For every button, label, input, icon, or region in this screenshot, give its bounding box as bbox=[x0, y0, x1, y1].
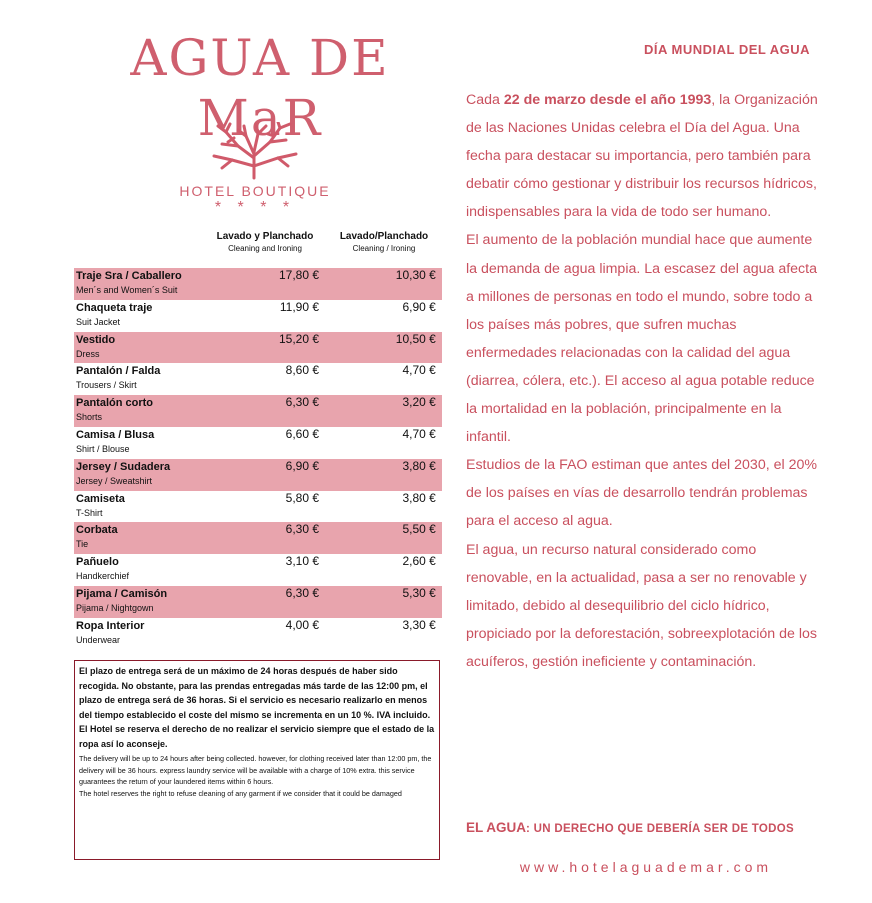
price-cell bbox=[326, 522, 442, 554]
price-cell bbox=[223, 618, 326, 650]
price-row bbox=[74, 363, 442, 395]
column-header-es: Lavado/Planchado bbox=[339, 231, 429, 242]
price-cell bbox=[326, 300, 442, 332]
item-name-es: Ropa Interior bbox=[76, 619, 145, 632]
price-cell bbox=[326, 618, 442, 650]
price-row bbox=[74, 586, 442, 618]
article-title: DÍA MUNDIAL DEL AGUA bbox=[644, 42, 810, 57]
price-cell bbox=[223, 427, 326, 459]
price-cleaning-or-ironing: 4,70 € bbox=[402, 363, 436, 378]
item-name-en: Tie bbox=[76, 539, 89, 550]
price-cell bbox=[223, 268, 326, 300]
price-cell bbox=[326, 268, 442, 300]
price-cleaning-ironing: 6,90 € bbox=[285, 458, 320, 473]
notice-en-delivery: The delivery will be up to 24 hours after being collected. however, for clothing received later than 12:00 pm, the delivery will be 36 hours. express laundry service will be available with a charge of 10% extra. this service guarantees the return of your laundered items within 6 hours. bbox=[79, 754, 432, 787]
item-name-en: Underwear bbox=[76, 634, 121, 645]
item-name-en: Jersey / Sweatshirt bbox=[76, 475, 153, 486]
item-cell bbox=[74, 395, 223, 427]
price-cell bbox=[326, 332, 442, 364]
price-cleaning-or-ironing: 3,30 € bbox=[402, 617, 436, 632]
price-cleaning-or-ironing: 10,30 € bbox=[395, 268, 436, 282]
item-name-en: T-Shirt bbox=[76, 507, 103, 518]
price-cell bbox=[223, 491, 326, 523]
price-cell bbox=[326, 427, 442, 459]
price-cleaning-ironing: 8,60 € bbox=[285, 363, 320, 378]
slogan-rest: : UN DERECHO QUE DEBERÍA SER DE TODOS bbox=[526, 823, 794, 835]
price-row bbox=[74, 491, 442, 523]
article-body bbox=[466, 86, 826, 676]
price-cleaning-ironing: 3,10 € bbox=[285, 554, 320, 569]
price-cleaning-or-ironing: 3,80 € bbox=[402, 490, 436, 505]
price-row bbox=[74, 300, 442, 332]
item-cell bbox=[74, 554, 223, 586]
item-cell bbox=[74, 618, 223, 650]
price-row bbox=[74, 268, 442, 300]
price-row bbox=[74, 395, 442, 427]
item-name-es: Pañuelo bbox=[76, 556, 119, 569]
price-cell bbox=[223, 459, 326, 491]
item-name-es: Pantalón / Falda bbox=[76, 365, 161, 378]
intro-text-rest: , la Organización de las Naciones Unidas celebra el Día del Agua. Una fecha para destacar su importancia, pero también para debatir cómo gestionar y distribuir los recursos hídricos, indispensables para la vida de todo ser humano. bbox=[466, 92, 818, 221]
notice-es-rights: El Hotel se reserva el derecho de no realizar el servicio siempre que el estado de la ropa así lo aconseje. bbox=[79, 724, 435, 749]
item-name-es: Chaqueta traje bbox=[76, 301, 153, 314]
article-paragraph-intro bbox=[466, 86, 826, 226]
item-cell bbox=[74, 363, 223, 395]
item-name-en: Dress bbox=[76, 348, 100, 359]
brand-title: AGUA DE MaR bbox=[130, 29, 390, 147]
item-cell bbox=[74, 522, 223, 554]
price-cleaning-or-ironing: 2,60 € bbox=[402, 554, 436, 569]
item-cell bbox=[74, 268, 223, 300]
price-row bbox=[74, 427, 442, 459]
item-name-en: Men´s and Women´s Suit bbox=[76, 285, 178, 295]
column-header-en: Cleaning and Ironing bbox=[228, 244, 302, 253]
slogan-bold: EL AGUA bbox=[466, 820, 527, 835]
item-cell bbox=[74, 427, 223, 459]
price-cleaning-ironing: 6,60 € bbox=[285, 426, 320, 441]
item-cell bbox=[74, 586, 223, 618]
notice-box bbox=[74, 660, 440, 860]
website-link[interactable]: www.hotelaguademar.com bbox=[519, 859, 773, 875]
item-name-en: Suit Jacket bbox=[76, 316, 121, 327]
price-cell bbox=[326, 363, 442, 395]
price-table bbox=[74, 268, 442, 650]
item-name-en: Shirt / Blouse bbox=[76, 443, 130, 454]
price-cell bbox=[223, 586, 326, 618]
price-row bbox=[74, 332, 442, 364]
price-cell bbox=[326, 459, 442, 491]
article-paragraph: El agua, un recurso natural considerado como renovable, en la actualidad, pasa a ser no renovable y limitado, debido al desequilibrio del ciclo hídrico, propiciado por la deforestación, sobreexplotación de los acuíferos, gestión ineficiente y contaminación. bbox=[466, 541, 817, 670]
price-cleaning-ironing: 5,80 € bbox=[285, 490, 320, 505]
hotel-subtitle: HOTEL BOUTIQUE bbox=[179, 183, 331, 199]
price-cell bbox=[326, 395, 442, 427]
item-cell bbox=[74, 491, 223, 523]
slogan bbox=[466, 820, 826, 835]
item-cell bbox=[74, 332, 223, 364]
coral-icon bbox=[208, 122, 300, 180]
item-name-en: Shorts bbox=[76, 412, 103, 423]
intro-date: 22 de marzo desde el año 1993 bbox=[503, 92, 712, 108]
price-cleaning-or-ironing: 5,30 € bbox=[402, 585, 436, 600]
item-name-es: Pantalón corto bbox=[76, 397, 154, 410]
price-cell bbox=[223, 332, 326, 364]
column-header-en: Cleaning / Ironing bbox=[352, 244, 416, 253]
price-row bbox=[74, 618, 442, 650]
price-cell bbox=[223, 395, 326, 427]
price-cell bbox=[326, 554, 442, 586]
price-cleaning-or-ironing: 3,80 € bbox=[402, 458, 436, 473]
price-cell bbox=[223, 522, 326, 554]
item-name-es: Camiseta bbox=[76, 492, 125, 505]
item-name-es: Jersey / Sudadera bbox=[76, 460, 171, 473]
item-name-es: Vestido bbox=[76, 333, 116, 346]
price-row bbox=[74, 459, 442, 491]
price-cleaning-or-ironing: 10,50 € bbox=[395, 331, 436, 346]
intro-text: Cada bbox=[466, 92, 504, 108]
price-cell bbox=[326, 586, 442, 618]
price-row bbox=[74, 554, 442, 586]
item-name-en: Pijama / Nightgown bbox=[76, 602, 154, 613]
rating-stars: * * * * bbox=[214, 199, 296, 216]
column-header-cleaning-or-ironing bbox=[326, 230, 442, 254]
item-name-en: Handkerchief bbox=[76, 571, 130, 582]
price-cleaning-ironing: 4,00 € bbox=[285, 617, 320, 632]
article-paragraph: El aumento de la población mundial hace que aumente la demanda de agua limpia. La escasez del agua afecta a millones de personas en todo el mundo, sobre todo a los países más pobres, que sufren muchas enfermedades relacionadas con la calidad del agua (diarrea, cólera, etc.). El acceso al agua potable reduce la mortalidad en la población, principalmente en la infantil. bbox=[466, 232, 817, 446]
price-cell bbox=[223, 554, 326, 586]
price-cleaning-or-ironing: 5,50 € bbox=[402, 522, 436, 537]
item-name-en: Trousers / Skirt bbox=[76, 380, 137, 391]
item-cell bbox=[74, 459, 223, 491]
column-header-cleaning-ironing bbox=[205, 230, 325, 254]
article-paragraph: Estudios de la FAO estiman que antes del 2030, el 20% de los países en vías de desarrollo tendrán problemas para el acceso al agua. bbox=[466, 457, 817, 530]
price-cleaning-or-ironing: 4,70 € bbox=[402, 426, 436, 441]
item-name-es: Camisa / Blusa bbox=[76, 428, 155, 441]
item-name-es: Pijama / Camisón bbox=[76, 587, 168, 600]
item-name-es: Traje Sra / Caballero bbox=[76, 270, 182, 282]
column-header-es: Lavado y Planchado bbox=[216, 231, 314, 242]
price-cleaning-ironing: 17,80 € bbox=[279, 268, 320, 282]
price-cell bbox=[223, 300, 326, 332]
price-cleaning-ironing: 11,90 € bbox=[279, 299, 320, 314]
price-cleaning-ironing: 6,30 € bbox=[285, 585, 320, 600]
price-cleaning-ironing: 6,30 € bbox=[285, 522, 320, 537]
notice-es-delivery: El plazo de entrega será de un máximo de 24 horas después de haber sido recogida. No obstante, para las prendas entregadas más tarde de las 12:00 pm, el plazo de entrega será de 36 horas. Si el servicio es necesario realizarlo en menos del tiempo establecido el coste del mismo se incrementa en un 10 %. IVA incluido. bbox=[79, 666, 431, 720]
price-row bbox=[74, 522, 442, 554]
item-name-es: Corbata bbox=[76, 524, 118, 537]
price-cleaning-ironing: 15,20 € bbox=[279, 331, 320, 346]
price-cleaning-ironing: 6,30 € bbox=[285, 395, 320, 410]
price-cell bbox=[326, 491, 442, 523]
price-cell bbox=[223, 363, 326, 395]
notice-en-rights: The hotel reserves the right to refuse cleaning of any garment if we consider that it could be damaged bbox=[79, 788, 402, 798]
price-cleaning-or-ironing: 3,20 € bbox=[402, 395, 436, 410]
item-cell bbox=[74, 300, 223, 332]
price-cleaning-or-ironing: 6,90 € bbox=[402, 299, 436, 314]
